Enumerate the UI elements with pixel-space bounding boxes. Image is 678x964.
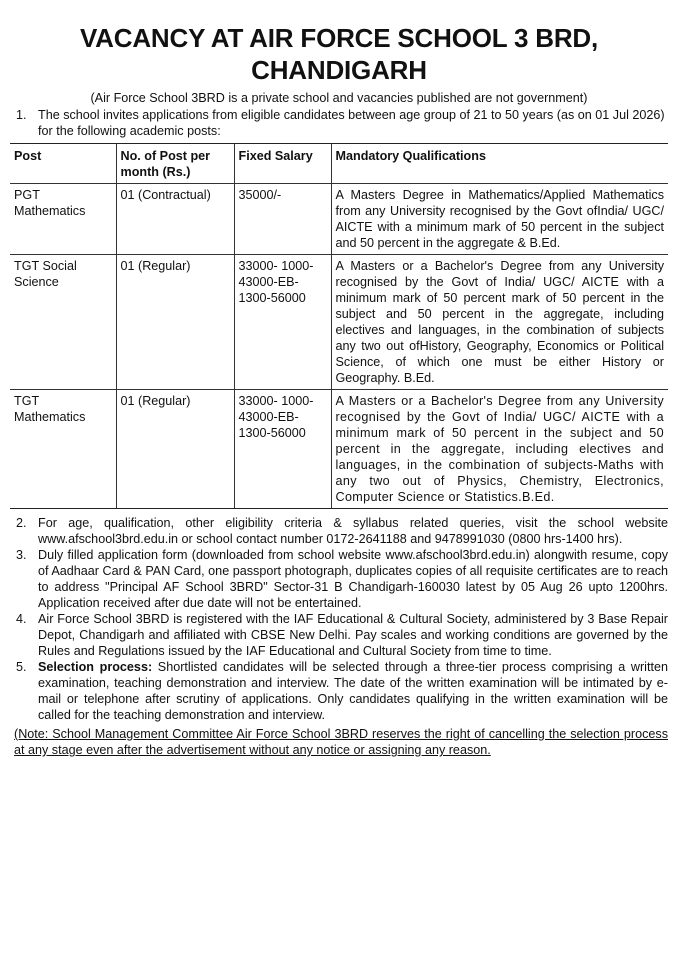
header-post: Post [10,144,116,184]
cell-salary: 33000- 1000- 43000-EB- 1300-56000 [234,390,331,509]
cell-no-of-post: 01 (Regular) [116,390,234,509]
point-number: 5. [16,660,27,674]
page-subtitle: (Air Force School 3BRD is a private school and vacancies published are not government) [90,91,588,105]
cell-no-of-post: 01 (Regular) [116,255,234,390]
table-header-row [10,144,668,184]
point-text: Air Force School 3BRD is registered with the IAF Educational & Cultural Society, administered by 3 Base Repair Depot, Chandigarh and affiliated with CBSE New Delhi. Pay scales and working conditions are governed by the Rules and Regulations issued by the IAF Educational and Cultural Society from time to time. [38,612,668,658]
cell-qualifications: A Masters Degree in Mathematics/Applied Mathematics from any University recognised by the Govt ofIndia/ UGC/ AICTE with a minimum mark of 50 percent in the subject and 50 percent in the aggregate & B.Ed. [331,184,668,255]
point-number: 4. [16,612,27,626]
point-text: Duly filled application form (downloaded from school website www.afschool3brd.edu.in) alongwith resume, copy of Aadhaar Card & PAN Card, one passport photograph, duplicates copies of all requisite certificates are to reach to address "Principal AF School 3BRD" Sector-31 B Chandigarh-160030 latest by 05 Aug 26 upto 1200hrs. Application received after due date will not be entertained. [38,548,668,610]
list-item [10,515,668,547]
management-note: (Note: School Management Committee Air Force School 3BRD reserves the right of cancelling the selection process at any stage even after the advertisement without any notice or assigning any reason. [14,727,668,757]
cell-salary: 35000/- [234,184,331,255]
intro-text: The school invites applications from eligible candidates between age group of 21 to 50 years (as on 01 Jul 2026) for the following academic posts: [38,108,665,138]
point-text: Shortlisted candidates will be selected through a three-tier process comprising a written examination, teaching demonstration and interview. The date of the written examination will be intimated by e-mail or telephone after scrutiny of applications. Only candidates qualifying in the written examination will be called for the teaching demonstration and interview. [38,660,668,722]
list-item [10,659,668,723]
list-item [10,611,668,659]
table-row [10,390,668,509]
information-points [10,515,668,723]
selection-process-heading: Selection process: [38,660,153,674]
cell-no-of-post: 01 (Contractual) [116,184,234,255]
intro-number: 1. [16,108,27,122]
cell-salary: 33000- 1000- 43000-EB- 1300-56000 [234,255,331,390]
cell-qualifications: A Masters or a Bachelor's Degree from any University recognised by the Govt of India/ UGC/ AICTE with a minimum mark of 50 percent mark of 50 percent in the subject and 50 percent in the aggregate, including electives and languages, in the combination of subjects any two out ofHistory, Geography, Economics or Political Science, of which one must be either History or Geography. B.Ed. [331,255,668,390]
header-no-of-post: No. of Post per month (Rs.) [116,144,234,184]
intro-point [10,107,668,139]
header-salary: Fixed Salary [234,144,331,184]
point-number: 2. [16,516,27,530]
header-qualifications: Mandatory Qualifications [331,144,668,184]
posts-table [10,144,668,508]
point-text: For age, qualification, other eligibility criteria & syllabus related queries, visit the school website www.afschool3brd.edu.in or school contact number 0172-2641188 and 9478991030 (0800 hrs-1400 hrs). [38,516,668,546]
table-row [10,255,668,390]
cell-post: PGT Mathematics [10,184,116,255]
cell-qualifications: A Masters or a Bachelor's Degree from any University recognised by the Govt of India/ UGC/ AICTE with a minimum mark of 50 percent in the subject and 50 percent in the aggregate, including electives and languages, in the combination of subjects-Maths with any two out of Physics, Chemistry, Electronics, Computer Science or Statistics.B.Ed. [331,390,668,509]
cell-post: TGT Social Science [10,255,116,390]
cell-post: TGT Mathematics [10,390,116,509]
point-body [38,659,668,723]
list-item [10,547,668,611]
point-number: 3. [16,548,27,562]
table-row [10,184,668,255]
posts-table-frame [10,143,668,509]
page-title: VACANCY AT AIR FORCE SCHOOL 3 BRD, CHANDIGARH [79,23,599,85]
